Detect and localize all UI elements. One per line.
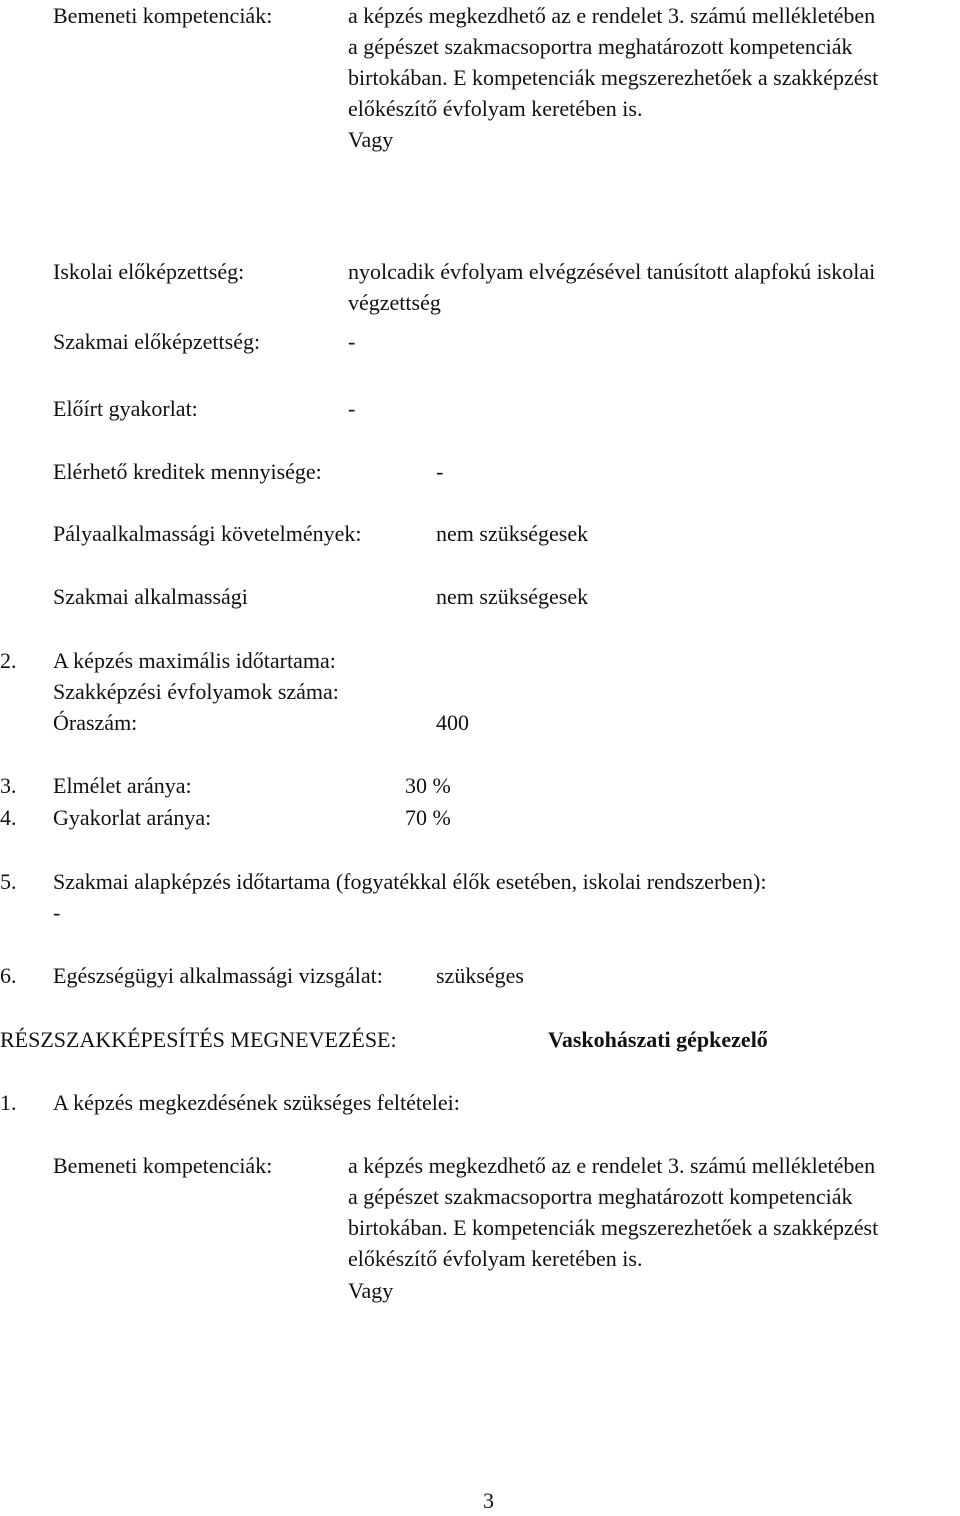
section1b-title: A képzés megkezdésének szükséges feltételei: bbox=[53, 1090, 460, 1115]
iskolai-line: végzettség bbox=[348, 290, 441, 315]
palya-value: nem szükségesek bbox=[436, 521, 589, 546]
bemeneti-line: előkészítő évfolyam keretében is. bbox=[348, 1246, 643, 1271]
szakalk-value: nem szükségesek bbox=[436, 584, 589, 609]
vagy-text: Vagy bbox=[348, 127, 394, 152]
section2-title: A képzés maximális időtartama: bbox=[53, 648, 336, 673]
elmelet-label: Elmélet aránya: bbox=[53, 773, 192, 798]
section6-number: 6. bbox=[0, 963, 17, 988]
reszszak-label: RÉSZSZAKKÉPESÍTÉS MEGNEVEZÉSE: bbox=[0, 1027, 397, 1052]
egeszseg-value: szükséges bbox=[436, 963, 524, 988]
kredit-label: Elérhető kreditek mennyisége: bbox=[53, 459, 322, 484]
bemeneti-line: birtokában. E kompetenciák megszerezhetőek a szakképzést bbox=[348, 1215, 879, 1240]
elmelet-value: 30 % bbox=[405, 773, 451, 798]
iskolai-text bbox=[348, 256, 875, 318]
szakalk-label: Szakmai alkalmassági bbox=[53, 584, 248, 609]
eloirt-value: - bbox=[348, 396, 356, 421]
bemeneti-label: Bemeneti kompetenciák: bbox=[53, 3, 273, 28]
section5-number: 5. bbox=[0, 869, 17, 894]
egeszseg-label: Egészségügyi alkalmassági vizsgálat: bbox=[53, 963, 383, 988]
bemeneti-text bbox=[348, 0, 878, 124]
alapkepzes-value: - bbox=[53, 900, 61, 925]
eloirt-label: Előírt gyakorlat: bbox=[53, 396, 198, 421]
szakmai-value: - bbox=[348, 329, 356, 354]
bemeneti-text-2 bbox=[348, 1150, 878, 1274]
kredit-value: - bbox=[436, 459, 444, 484]
section1b-number: 1. bbox=[0, 1090, 17, 1115]
section2-number: 2. bbox=[0, 648, 17, 673]
evfolyam-label: Szakképzési évfolyamok száma: bbox=[53, 679, 339, 704]
alapkepzes-label: Szakmai alapképzés időtartama (fogyatékkal élők esetében, iskolai rendszerben): bbox=[53, 869, 767, 894]
gyakorlat-value: 70 % bbox=[405, 805, 451, 830]
section4-number: 4. bbox=[0, 805, 17, 830]
bemeneti-line: a gépészet szakmacsoportra meghatározott kompetenciák bbox=[348, 34, 853, 59]
oraszam-label: Óraszám: bbox=[53, 710, 138, 735]
iskolai-label: Iskolai előképzettség: bbox=[53, 259, 245, 284]
page-number: 3 bbox=[483, 1488, 494, 1513]
bemeneti-line: birtokában. E kompetenciák megszerezhetőek a szakképzést bbox=[348, 65, 879, 90]
gyakorlat-label: Gyakorlat aránya: bbox=[53, 805, 212, 830]
reszszak-value: Vaskohászati gépkezelő bbox=[548, 1027, 768, 1052]
oraszam-value: 400 bbox=[436, 710, 469, 735]
bemeneti-line: a gépészet szakmacsoportra meghatározott kompetenciák bbox=[348, 1184, 853, 1209]
palya-label: Pályaalkalmassági követelmények: bbox=[53, 521, 362, 546]
vagy-text-2: Vagy bbox=[348, 1278, 394, 1303]
section3-number: 3. bbox=[0, 773, 17, 798]
szakmai-label: Szakmai előképzettség: bbox=[53, 329, 261, 354]
bemeneti-line: előkészítő évfolyam keretében is. bbox=[348, 96, 643, 121]
bemeneti-line: a képzés megkezdhető az e rendelet 3. számú mellékletében bbox=[348, 1153, 876, 1178]
bemeneti-label-2: Bemeneti kompetenciák: bbox=[53, 1153, 273, 1178]
bemeneti-line: a képzés megkezdhető az e rendelet 3. számú mellékletében bbox=[348, 3, 876, 28]
iskolai-line: nyolcadik évfolyam elvégzésével tanúsított alapfokú iskolai bbox=[348, 259, 876, 284]
